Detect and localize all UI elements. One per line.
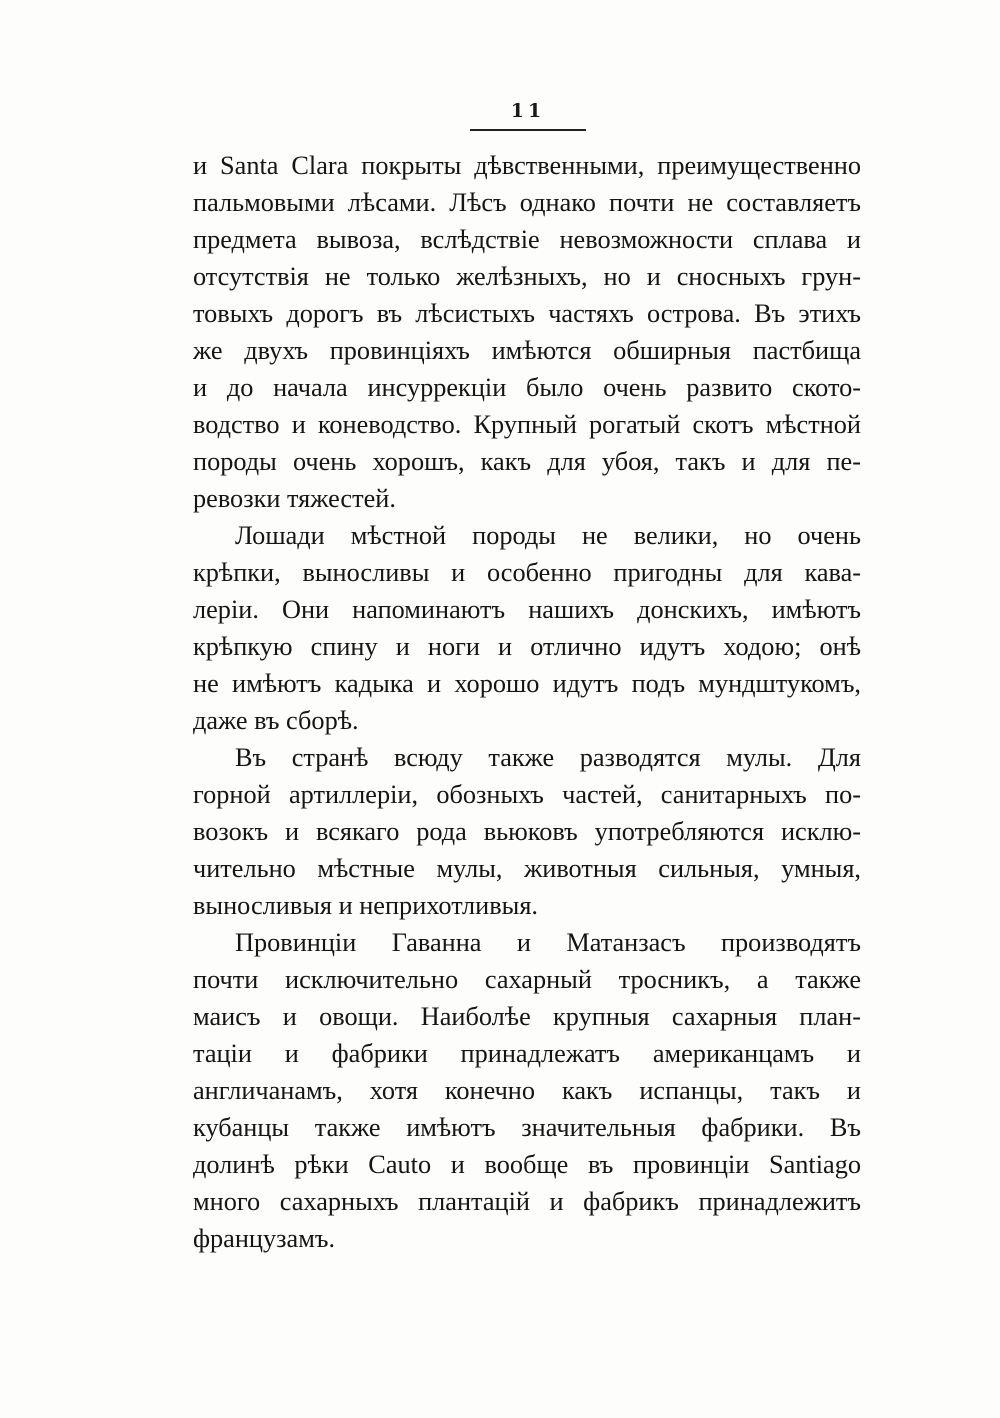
text-line: горной артиллеріи, обозныхъ частей, санитарныхъ по- xyxy=(193,780,861,809)
text-line: пальмовыми лѣсами. Лѣсъ однако почти не составляетъ xyxy=(193,188,861,217)
paragraph-2 xyxy=(193,517,861,739)
text-line: породы очень хорошъ, какъ для убоя, такъ и для пе- xyxy=(193,447,861,476)
paragraph-4 xyxy=(193,924,861,1257)
text-line: долинѣ рѣки Cauto и вообще въ провинціи Santiago xyxy=(193,1150,861,1179)
text-line: леріи. Они напоминаютъ нашихъ донскихъ, имѣютъ xyxy=(193,595,861,624)
text-line: даже въ сборѣ. xyxy=(193,706,359,735)
page-number: 11 xyxy=(510,100,546,122)
paragraph-3 xyxy=(193,739,861,924)
text-line: крѣпки, выносливы и особенно пригодны для кава- xyxy=(193,558,861,587)
text-line: маисъ и овощи. Наиболѣе крупныя сахарныя план- xyxy=(193,1002,861,1031)
text-line: отсутствія не только желѣзныхъ, но и сносныхъ грун- xyxy=(193,262,861,291)
text-line: ревозки тяжестей. xyxy=(193,484,396,513)
text-line: товыхъ дорогъ въ лѣсистыхъ частяхъ острова. Въ этихъ xyxy=(193,299,861,328)
body-text xyxy=(193,147,861,1257)
text-line: чительно мѣстные мулы, животныя сильныя, умныя, xyxy=(193,854,861,883)
text-line: почти исключительно сахарный тросникъ, а также xyxy=(193,965,861,994)
text-line: Лошади мѣстной породы не велики, но очень xyxy=(235,521,861,550)
text-line: таціи и фабрики принадлежатъ американцамъ и xyxy=(193,1039,861,1068)
text-line: Провинціи Гаванна и Матанзасъ производятъ xyxy=(235,928,861,957)
text-line: предмета вывоза, вслѣдствіе невозможности сплава и xyxy=(193,225,861,254)
text-line: и Santa Clara покрыты дѣвственными, преимущественно xyxy=(193,151,861,180)
text-line: не имѣютъ кадыка и хорошо идутъ подъ мундштукомъ, xyxy=(193,669,861,698)
text-line: водство и коневодство. Крупный рогатый скотъ мѣстной xyxy=(193,410,861,439)
header-rule xyxy=(470,129,586,131)
text-line: французамъ. xyxy=(193,1224,336,1253)
text-line: англичанамъ, хотя конечно какъ испанцы, такъ и xyxy=(193,1076,861,1105)
text-line: возокъ и всякаго рода вьюковъ употребляются исклю- xyxy=(193,817,861,846)
text-line: Въ странѣ всюду также разводятся мулы. Для xyxy=(235,743,861,772)
text-line: выносливыя и неприхотливыя. xyxy=(193,891,539,920)
text-line: же двухъ провинціяхъ имѣются обширныя пастбища xyxy=(193,336,861,365)
text-line: и до начала инсуррекціи было очень развито ското- xyxy=(193,373,861,402)
text-line: крѣпкую спину и ноги и отлично идутъ ходою; онѣ xyxy=(193,632,861,661)
text-line: много сахарныхъ плантацій и фабрикъ принадлежитъ xyxy=(193,1187,861,1216)
text-line: кубанцы также имѣютъ значительныя фабрики. Въ xyxy=(193,1113,861,1142)
paragraph-1 xyxy=(193,147,861,517)
